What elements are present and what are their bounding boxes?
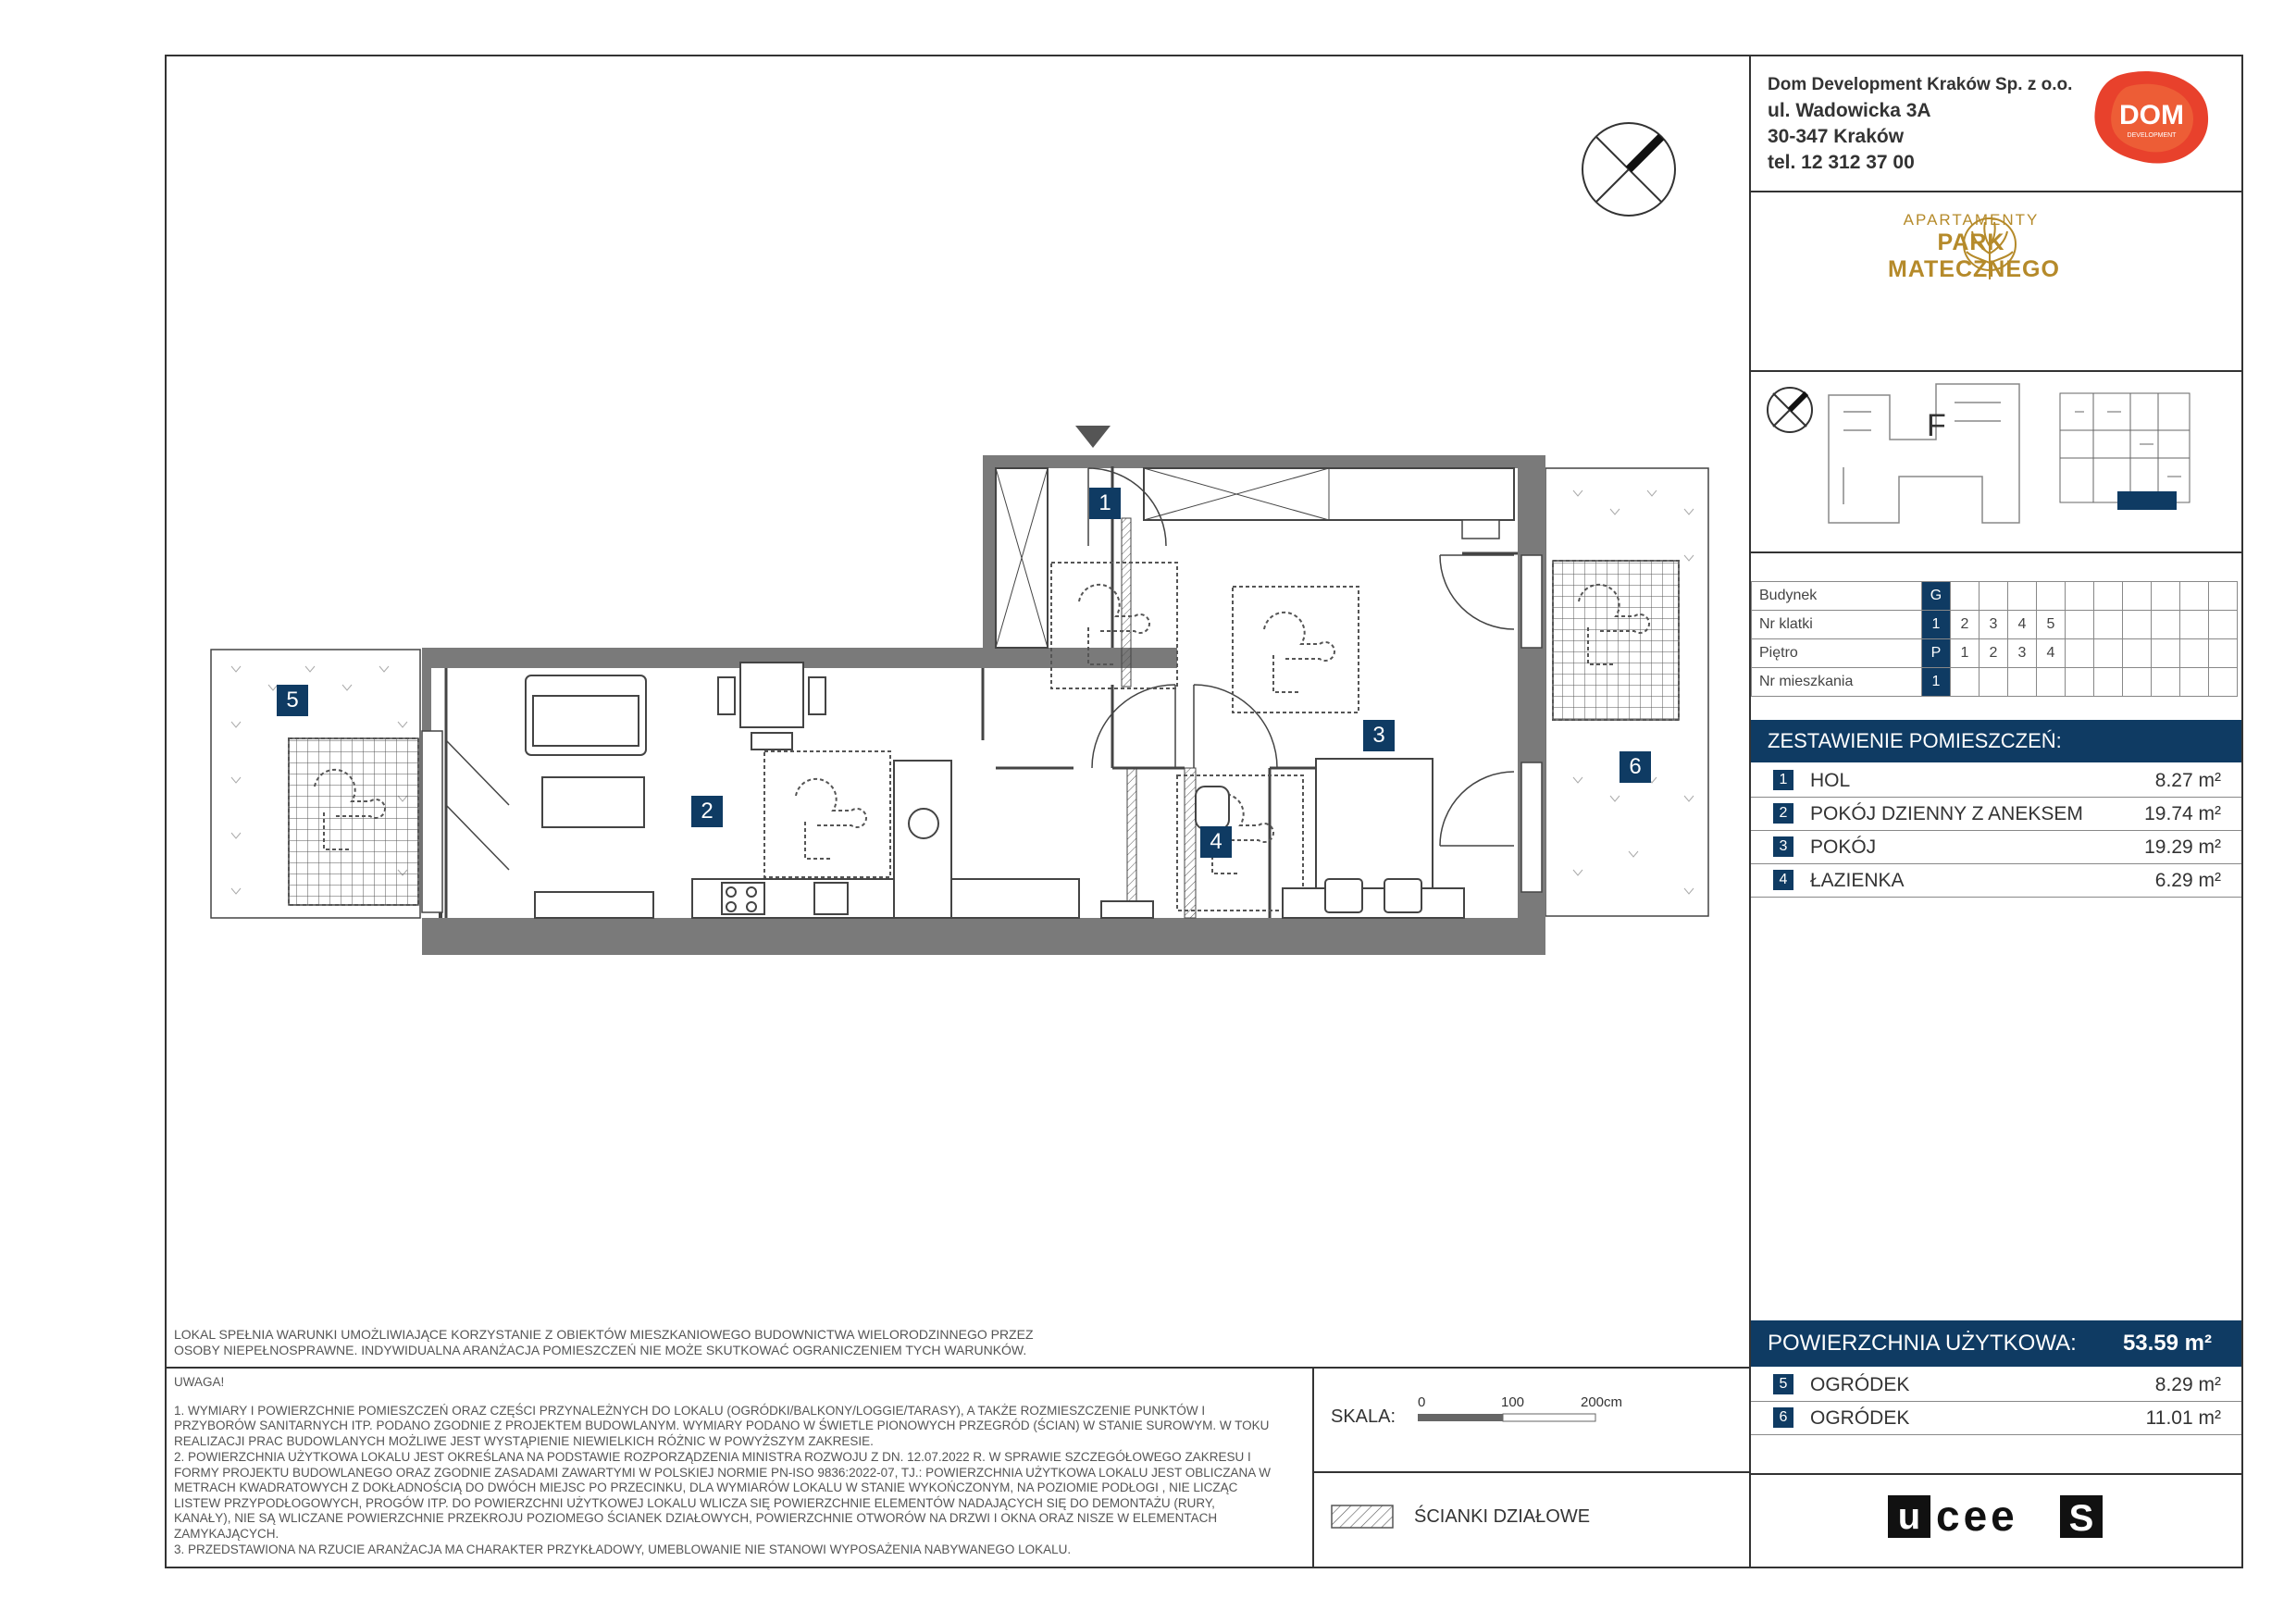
info-cell (2152, 639, 2180, 668)
info-cell (1951, 668, 1980, 697)
svg-text:u: u (1897, 1496, 1921, 1537)
room-row (1751, 1369, 2241, 1402)
room-area: 19.74 m² (2144, 803, 2221, 824)
info-cell (2123, 668, 2152, 697)
keyplan-divider (1749, 551, 2243, 553)
legend-label: ŚCIANKI DZIAŁOWE (1414, 1506, 1591, 1527)
info-cell (2066, 668, 2094, 697)
footer-divider (1749, 1473, 2243, 1475)
room-row (1751, 798, 2241, 831)
partition-wall-swatch (1331, 1505, 1394, 1529)
info-cell (2209, 639, 2238, 668)
plan-label-5: 5 (277, 685, 308, 716)
info-cell (1951, 582, 1980, 611)
summary-header: ZESTAWIENIE POMIESZCZEŃ: (1751, 720, 2241, 762)
header-divider (1749, 191, 2243, 192)
svg-text:S: S (2068, 1498, 2094, 1539)
info-cell: 2 (1951, 611, 1980, 639)
info-cell (2209, 668, 2238, 697)
uwaga-2: 2. POWIERZCHNIA UŻYTKOWA LOKALU JEST OKREŚLANA NA PODSTAWIE ROZPORZĄDZENIA MINISTRA ROZWOJU Z DN. 12.07.2022 R. W SPRAWIE SZCZEGÓŁOWEGO ZAKRESU I FORMY PROJEKTU BUDOWLANEGO ORAZ ZGODNIE ZASADAMI ZAWARTYMI W POLSKIEJ NORMIE PN-ISO 9836:2022-07, TJ.: POWIERZCHNIA UŻYTKOWA LOKALU JEST OBLICZANA W METRACH KWADRATOWYCH Z DOKŁADNOŚCIĄ DO DWÓCH MIEJSC PO PRZECINKU, DLA WYMIARÓW LOKALU W STANIE WYKOŃCZONYM, NA POZIOMIE PODŁOGI , NIE LICZĄC LISTEW PRZYPODŁOGOWYCH, PROGÓW ITP. DO POWIERZCHNI UŻYTKOWEJ LOKALU WLICZA SIĘ POWIERZCHNIE ELEMENTÓW NADAJĄCYCH SIĘ DO DEMONTAŻU (RURY, KANAŁY), NIE SĄ WLICZANE POWIERZCHNIE PRZEKROJU POZIOMEGO ŚCIANEK DZIAŁOWYCH, POWIERZCHNIE OTWORÓW NA DRZWI I OKNA ORAZ NISZE W ELEMENTACH ZAMYKAJĄCYCH. (174, 1450, 1271, 1541)
project-line1: APARTAMENTY (1903, 211, 2040, 229)
room-number: 1 (1773, 770, 1793, 790)
info-cell (2123, 639, 2152, 668)
notes-divider (165, 1367, 1751, 1369)
room-name: POKÓJ DZIENNY Z ANEKSEM (1810, 803, 2083, 824)
keyplan-building-outline (1829, 384, 2019, 523)
company-phone: tel. 12 312 37 00 (1768, 152, 1915, 173)
scale-bar (1410, 1394, 1623, 1431)
logo-subtext: DEVELOPMENT (2127, 132, 2177, 139)
info-cell (2008, 668, 2037, 697)
info-row-label: Nr klatki (1752, 611, 1922, 639)
uwaga-title: UWAGA! (174, 1375, 225, 1389)
kitchen-counter (692, 761, 1079, 918)
info-cell: 4 (2037, 639, 2066, 668)
company-street: ul. Wadowicka 3A (1768, 100, 1931, 121)
company-name: Dom Development Kraków Sp. z o.o. (1768, 75, 2073, 94)
north-compass-icon (1578, 118, 1680, 220)
project-line2: PARK MATECZNEGO (1888, 229, 2060, 282)
usable-area-total (1751, 1320, 2241, 1367)
keyplan-compass-icon (1768, 388, 1812, 432)
scale-tick-1: 100 (1501, 1394, 1525, 1410)
room-row (1751, 831, 2241, 864)
uwaga-notes (174, 1375, 1275, 1559)
room-row (1751, 1402, 2241, 1435)
usable-area-label: POWIERZCHNIA UŻYTKOWA: (1768, 1331, 2077, 1356)
info-cell (2152, 582, 2180, 611)
plan-label-1: 1 (1089, 488, 1121, 519)
keyplan-building-letter: F (1927, 408, 1946, 443)
info-row (1752, 582, 2238, 611)
legend-divider (1312, 1471, 1751, 1473)
info-cell (2180, 611, 2209, 639)
plan-label-4: 4 (1200, 826, 1232, 858)
room-area: 8.29 m² (2154, 1374, 2221, 1395)
scale-label: SKALA: (1331, 1406, 1396, 1427)
info-cell (2209, 611, 2238, 639)
room-number: 3 (1773, 836, 1793, 857)
room-name: POKÓJ (1810, 836, 1877, 858)
project-brand (1888, 211, 2060, 283)
info-row (1752, 639, 2238, 668)
room-area: 6.29 m² (2154, 870, 2221, 891)
room-row (1751, 864, 2241, 898)
usable-area-value: 53.59 m² (2122, 1331, 2212, 1356)
key-plan (1751, 375, 2241, 551)
scale-divider (1312, 1367, 1314, 1568)
room-number: 5 (1773, 1374, 1793, 1394)
room-number: 2 (1773, 803, 1793, 824)
logo-text: DOM (2119, 100, 2184, 130)
info-cell: 3 (1980, 611, 2008, 639)
dom-development-logo (2090, 68, 2214, 168)
accessibility-note: LOKAL SPEŁNIA WARUNKI UMOŻLIWIAJĄCE KORZYSTANIE Z OBIEKTÓW MIESZKANIOWEGO BUDOWNICTWA WIELORODZINNEGO PRZEZ OSOBY NIEPEŁNOSPRAWNE. INDYWIDUALNA ARANŻACJA POMIESZCZEŃ NIE MOŻE SKUTKOWAĆ OGRANICZENIEM TYCH WARUNKÓW. (174, 1327, 1034, 1357)
svg-text:cee: cee (1936, 1492, 2018, 1540)
info-cell: P (1922, 639, 1951, 668)
uwaga-3: 3. PRZEDSTAWIONA NA RZUCIE ARANŻACJA MA CHARAKTER PRZYKŁADOWY, UMEBLOWANIE NIE STANOWI WYPOSAŻENIA NABYWANEGO LOKALU. (174, 1542, 1072, 1556)
info-cell: 3 (2008, 639, 2037, 668)
info-cell (2008, 582, 2037, 611)
info-cell (2180, 582, 2209, 611)
info-row (1752, 611, 2238, 639)
info-cell (1980, 582, 2008, 611)
info-cell (2094, 582, 2123, 611)
scale-tick-0: 0 (1418, 1394, 1426, 1410)
info-cell: 5 (2037, 611, 2066, 639)
entrance-marker-icon (1075, 426, 1111, 448)
info-cell: 1 (1922, 668, 1951, 697)
floor-plan (185, 407, 1740, 999)
info-cell (2123, 611, 2152, 639)
uwaga-1: 1. WYMIARY I POWIERZCHNIE POMIESZCZEŃ ORAZ CZĘŚCI PRZYNALEŻNYCH DO LOKALU (OGRÓDKI/BALKONY/LOGGIE/TARASY), A TAKŻE ROZMIESZCZENIE PUNKTÓW I PRZYBORÓW SANITARNYCH ITP. PODANO ZGODNIE Z PROJEKTEM BUDOWLANYM. WYMIARY PODANO W ŚWIETLE PIONOWYCH PRZEGRÓD (ŚCIAN) W STANIE SUROWYM. W TOKU REALIZACJI PRAC BUDOWLANYCH MOŻLIWE JEST WYSTĄPIENIE NIEWIELKICH RÓŻNIC W POWYŻSZYM ZAKRESIE. (174, 1403, 1270, 1448)
info-row-label: Piętro (1752, 639, 1922, 668)
room-row (1751, 764, 2241, 798)
info-cell (2152, 611, 2180, 639)
garden-6 (1545, 468, 1708, 916)
info-cell: 4 (2008, 611, 2037, 639)
company-info (1768, 72, 2072, 176)
info-cell (2180, 639, 2209, 668)
info-cell: G (1922, 582, 1951, 611)
info-cell (2094, 639, 2123, 668)
plan-label-2: 2 (691, 796, 723, 827)
scale-tick-2: 200cm (1581, 1394, 1623, 1410)
room-area: 11.01 m² (2145, 1407, 2221, 1429)
room-area: 19.29 m² (2144, 836, 2221, 858)
info-cell (1980, 668, 2008, 697)
plan-label-3: 3 (1363, 720, 1395, 751)
info-cell: 2 (1980, 639, 2008, 668)
info-cell (2037, 582, 2066, 611)
info-row-label: Nr mieszkania (1752, 668, 1922, 697)
room-number: 6 (1773, 1407, 1793, 1428)
info-cell: 1 (1922, 611, 1951, 639)
info-cell (2066, 639, 2094, 668)
info-cell: 1 (1951, 639, 1980, 668)
info-row (1752, 668, 2238, 697)
company-city: 30-347 Kraków (1768, 126, 1905, 147)
info-cell (2037, 668, 2066, 697)
room-name: HOL (1810, 770, 1851, 791)
room-number: 4 (1773, 870, 1793, 890)
room-name: ŁAZIENKA (1810, 870, 1905, 891)
plan-label-6: 6 (1620, 751, 1651, 783)
ucees-logo (1888, 1492, 2110, 1543)
info-cell (2094, 611, 2123, 639)
unit-info-table (1751, 581, 2238, 697)
info-cell (2209, 582, 2238, 611)
keyplan-floor-detail (2060, 393, 2190, 502)
info-cell (2180, 668, 2209, 697)
room-name: OGRÓDEK (1810, 1374, 1910, 1395)
info-cell (2066, 611, 2094, 639)
info-cell (2152, 668, 2180, 697)
room-area: 8.27 m² (2154, 770, 2221, 791)
room-name: OGRÓDEK (1810, 1407, 1910, 1429)
info-cell (2094, 668, 2123, 697)
bedroom-bed (1283, 759, 1464, 918)
info-row-label: Budynek (1752, 582, 1922, 611)
keyplan-unit-highlight (2117, 491, 2177, 510)
info-cell (2066, 582, 2094, 611)
info-cell (2123, 582, 2152, 611)
brand-divider (1749, 370, 2243, 372)
